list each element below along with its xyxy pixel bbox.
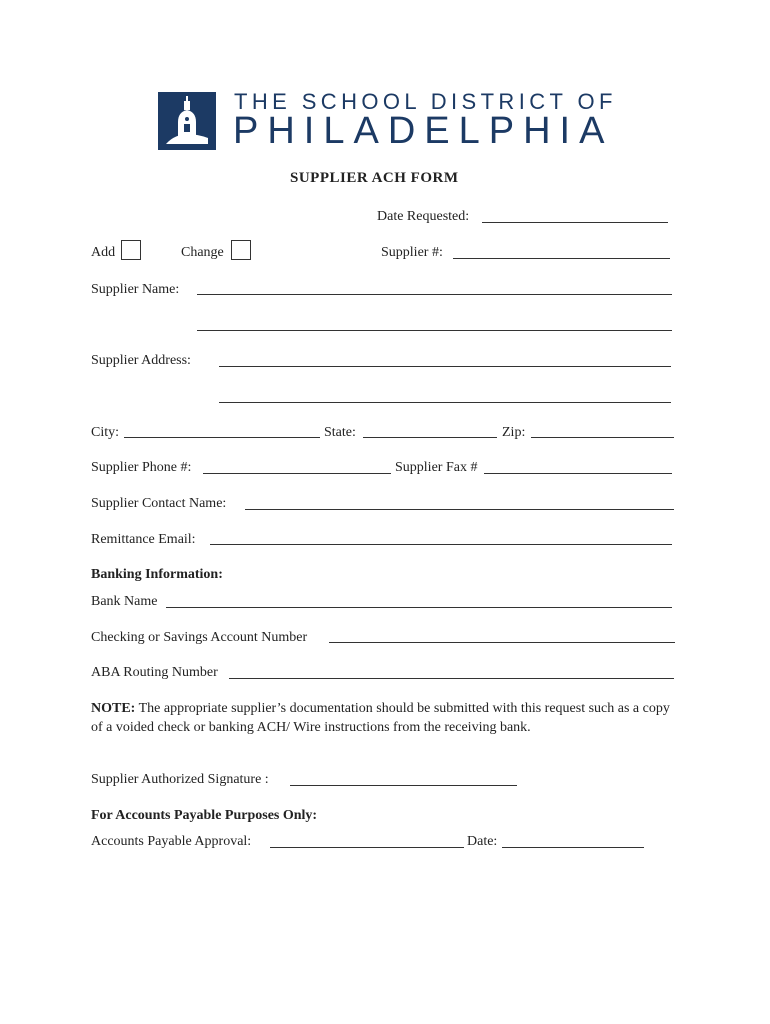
account-number-label: Checking or Savings Account Number	[91, 630, 308, 645]
date-requested-label: Date Requested:	[377, 209, 470, 224]
supplier-number-field[interactable]	[453, 258, 670, 259]
ap-approval-label: Accounts Payable Approval:	[91, 834, 252, 849]
supplier-contact-label: Supplier Contact Name:	[91, 496, 227, 511]
logo-text-main: PHILADELPHIA	[233, 110, 614, 152]
zip-label: Zip:	[502, 425, 526, 440]
change-checkbox[interactable]	[231, 240, 251, 260]
logo-text-top: THE SCHOOL DISTRICT OF	[234, 89, 617, 114]
note-paragraph	[91, 699, 681, 737]
add-label: Add	[91, 245, 116, 260]
signature-label: Supplier Authorized Signature :	[91, 772, 269, 787]
add-checkbox[interactable]	[121, 240, 141, 260]
city-label: City:	[91, 425, 120, 440]
ap-date-label: Date:	[467, 834, 498, 849]
supplier-fax-label: Supplier Fax #	[395, 460, 478, 475]
banking-heading: Banking Information:	[91, 567, 223, 582]
state-field[interactable]	[363, 437, 497, 438]
bell-tower-icon	[158, 92, 216, 150]
supplier-phone-label: Supplier Phone #:	[91, 460, 192, 475]
aba-routing-label: ABA Routing Number	[91, 665, 218, 680]
form-title: SUPPLIER ACH FORM	[290, 170, 459, 186]
city-field[interactable]	[124, 437, 320, 438]
change-label: Change	[181, 245, 224, 260]
remittance-email-field[interactable]	[210, 544, 672, 545]
aba-routing-field[interactable]	[229, 678, 674, 679]
date-requested-field[interactable]	[482, 222, 668, 223]
state-label: State:	[324, 425, 356, 440]
supplier-fax-field[interactable]	[484, 473, 672, 474]
ap-date-field[interactable]	[502, 847, 644, 848]
supplier-name-field-line2[interactable]	[197, 330, 672, 331]
supplier-contact-field[interactable]	[245, 509, 674, 510]
bank-name-field[interactable]	[166, 607, 672, 608]
district-logo	[158, 89, 618, 152]
supplier-number-label: Supplier #:	[381, 245, 443, 260]
accounts-payable-heading: For Accounts Payable Purposes Only:	[91, 808, 318, 823]
remittance-email-label: Remittance Email:	[91, 532, 196, 547]
supplier-address-label: Supplier Address:	[91, 353, 191, 368]
bank-name-label: Bank Name	[91, 594, 158, 609]
zip-field[interactable]	[531, 437, 674, 438]
signature-field[interactable]	[290, 785, 517, 786]
note-text: The appropriate supplier’s documentation should be submitted with this request such as a copy of a voided check or banking ACH/ Wire instructions from the receiving bank.	[91, 701, 670, 735]
supplier-name-label: Supplier Name:	[91, 282, 180, 297]
ap-approval-field[interactable]	[270, 847, 464, 848]
account-number-field[interactable]	[329, 642, 675, 643]
supplier-phone-field[interactable]	[203, 473, 391, 474]
supplier-address-field[interactable]	[219, 366, 671, 367]
supplier-address-field-line2[interactable]	[219, 402, 671, 403]
supplier-name-field[interactable]	[197, 294, 672, 295]
note-label: NOTE:	[91, 701, 136, 716]
